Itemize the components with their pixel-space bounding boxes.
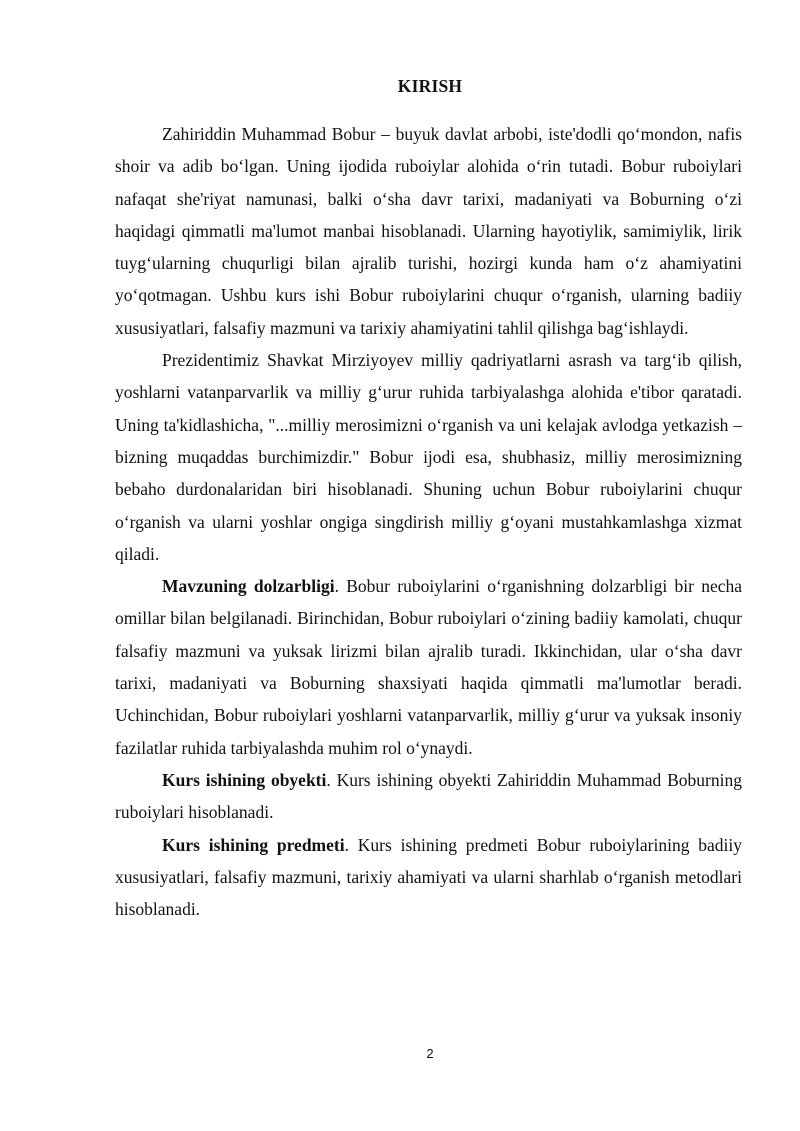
paragraph-text: . Kurs ishining obyekti Zahiriddin Muhammad Boburning ruboiylari hisoblanadi.: [115, 769, 742, 823]
body-text: [115, 118, 742, 925]
paragraph-text: Prezidentimiz Shavkat Mirziyoyev milliy qadriyatlarni asrash va targʻib qilish, yoshlarni vatanparvarlik va milliy gʻurur ruhida tarbiyalashga alohida e'tibor qaratadi. Uning ta'kidlashicha, "...milliy merosimizni oʻrganish va uni kelajak avlodga yetkazish – bizning muqaddas burchimizdir." Bobur ijodi esa, shubhasiz, milliy merosimizning bebaho durdonalaridan biri hisoblanadi. Shuning uchun Bobur ruboiylarini chuqur oʻrganish va ularni yoshlar ongiga singdirish milliy gʻoyani mustahkamlashga xizmat qiladi.: [115, 350, 742, 564]
paragraph-relevance: [115, 570, 742, 764]
paragraph-text: . Bobur ruboiylarini oʻrganishning dolzarbligi bir necha omillar bilan belgilanadi. Birinchidan, Bobur ruboiylari oʻzining badiiy kamolati, chuqur falsafiy mazmuni va yuksak lirizmi bilan ajralib turadi. Ikkinchidan, ular oʻsha davr tarixi, madaniyati va Boburning shaxsiyati haqida qimmatli ma'lumotlar beradi. Uchinchidan, Bobur ruboiylari yoshlarni vatanparvarlik, milliy gʻurur va yuksak insoniy fazilatlar ruhida tarbiyalashda muhim rol oʻynaydi.: [115, 576, 742, 758]
paragraph-lead: Kurs ishining predmeti: [162, 834, 345, 855]
paragraph-lead: Mavzuning dolzarbligi: [162, 576, 335, 597]
paragraph-object: [115, 764, 742, 829]
paragraph-lead: Kurs ishining obyekti: [162, 769, 327, 790]
paragraph-text: Zahiriddin Muhammad Bobur – buyuk davlat arbobi, iste'dodli qoʻmondon, nafis shoir va adib boʻlgan. Uning ijodida ruboiylar alohida oʻrin tutadi. Bobur ruboiylari nafaqat she'riyat namunasi, balki oʻsha davr tarixi, madaniyati va Boburning oʻzi haqidagi qimmatli ma'lumot manbai hisoblanadi. Ularning hayotiylik, samimiylik, lirik tuygʻularning chuqurligi bilan ajralib turishi, hozirgi kunda ham oʻz ahamiyatini yoʻqotmagan. Ushbu kurs ishi Bobur ruboiylarini chuqur oʻrganish, ularning badiiy xususiyatlari, falsafiy mazmuni va tarixiy ahamiyatini tahlil qilishga bagʻishlaydi.: [115, 124, 742, 338]
paragraph-president: [115, 344, 742, 570]
page-number: 2: [426, 1046, 434, 1061]
page-title: KIRISH: [397, 76, 463, 96]
paragraph-subject: [115, 829, 742, 926]
paragraph-text: . Kurs ishining predmeti Bobur ruboiylarining badiiy xususiyatlari, falsafiy mazmuni, tarixiy ahamiyati va ularni sharhlab oʻrganish metodlari hisoblanadi.: [115, 834, 742, 920]
paragraph-intro: [115, 118, 742, 344]
